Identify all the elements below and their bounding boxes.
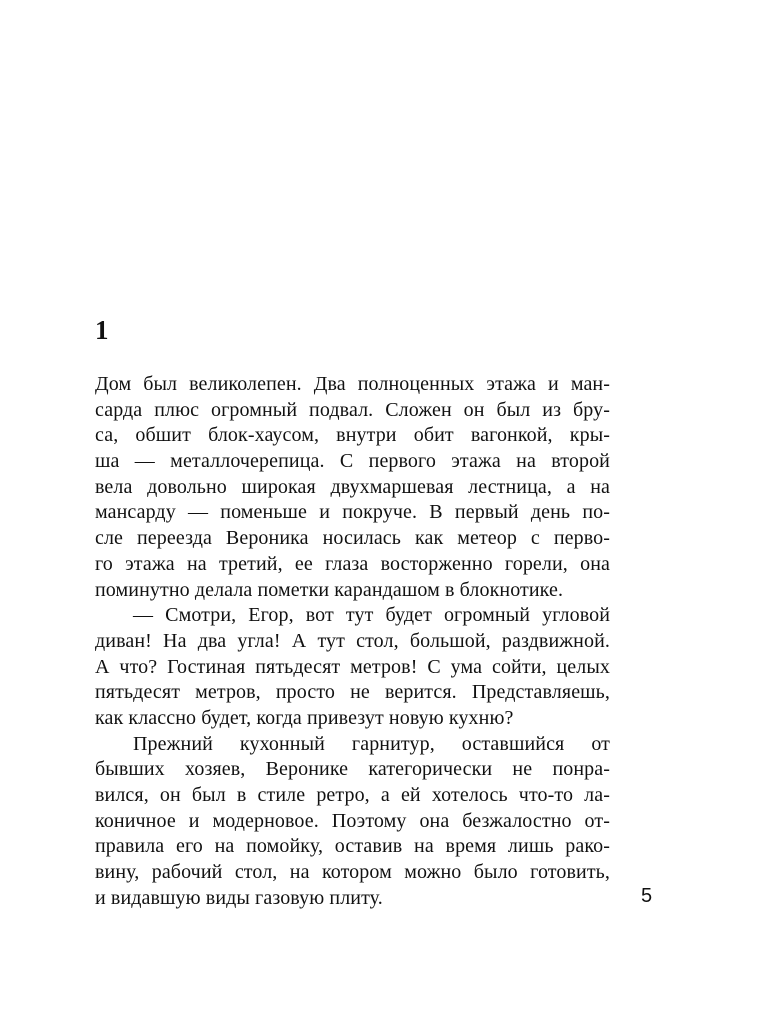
- text-line: ша — металлочерепица. С первого этажа на второй: [95, 450, 610, 473]
- page-number: 5: [641, 885, 653, 907]
- text-line: А что? Гостиная пятьдесят метров! С ума сойти, целых: [95, 655, 610, 678]
- body-text: [95, 372, 610, 911]
- text-line: — Смотри, Егор, вот тут будет огромный угловой: [133, 604, 610, 627]
- text-line: бывших хозяев, Веронике категорически не понра-: [95, 758, 610, 781]
- text-line: коничное и модерновое. Поэтому она безжалостно от-: [95, 809, 610, 832]
- text-line: вину, рабочий стол, на котором можно было готовить,: [95, 861, 610, 884]
- text-line: как классно будет, когда привезут новую кухню?: [95, 706, 514, 729]
- text-line: сле переезда Вероника носилась как метеор с перво-: [95, 527, 610, 550]
- text-line: пятьдесят метров, просто не верится. Представляешь,: [95, 681, 610, 704]
- text-line: и видавшую виды газовую плиту.: [95, 886, 383, 909]
- text-line: го этажа на третий, ее глаза восторженно горели, она: [95, 552, 610, 575]
- text-line: мансарду — поменьше и покруче. В первый день по-: [95, 501, 610, 524]
- chapter-number: 1: [95, 315, 109, 345]
- text-line: Прежний кухонный гарнитур, оставшийся от: [133, 732, 610, 755]
- text-line: сарда плюс огромный подвал. Сложен он был из бру-: [95, 398, 610, 421]
- text-line: са, обшит блок-хаусом, внутри обит вагонкой, кры-: [95, 424, 610, 447]
- text-line: диван! На два угла! А тут стол, большой, раздвижной.: [95, 629, 610, 652]
- text-line: правила его на помойку, оставив на время лишь рако-: [95, 835, 610, 858]
- text-line: вился, он был в стиле ретро, а ей хотелось что-то ла-: [95, 784, 610, 806]
- text-line: Дом был великолепен. Два полноценных этажа и ман-: [95, 373, 610, 395]
- text-line: вела довольно широкая двухмаршевая лестница, а на: [95, 475, 610, 498]
- text-line: поминутно делала пометки карандашом в блокнотике.: [95, 578, 564, 601]
